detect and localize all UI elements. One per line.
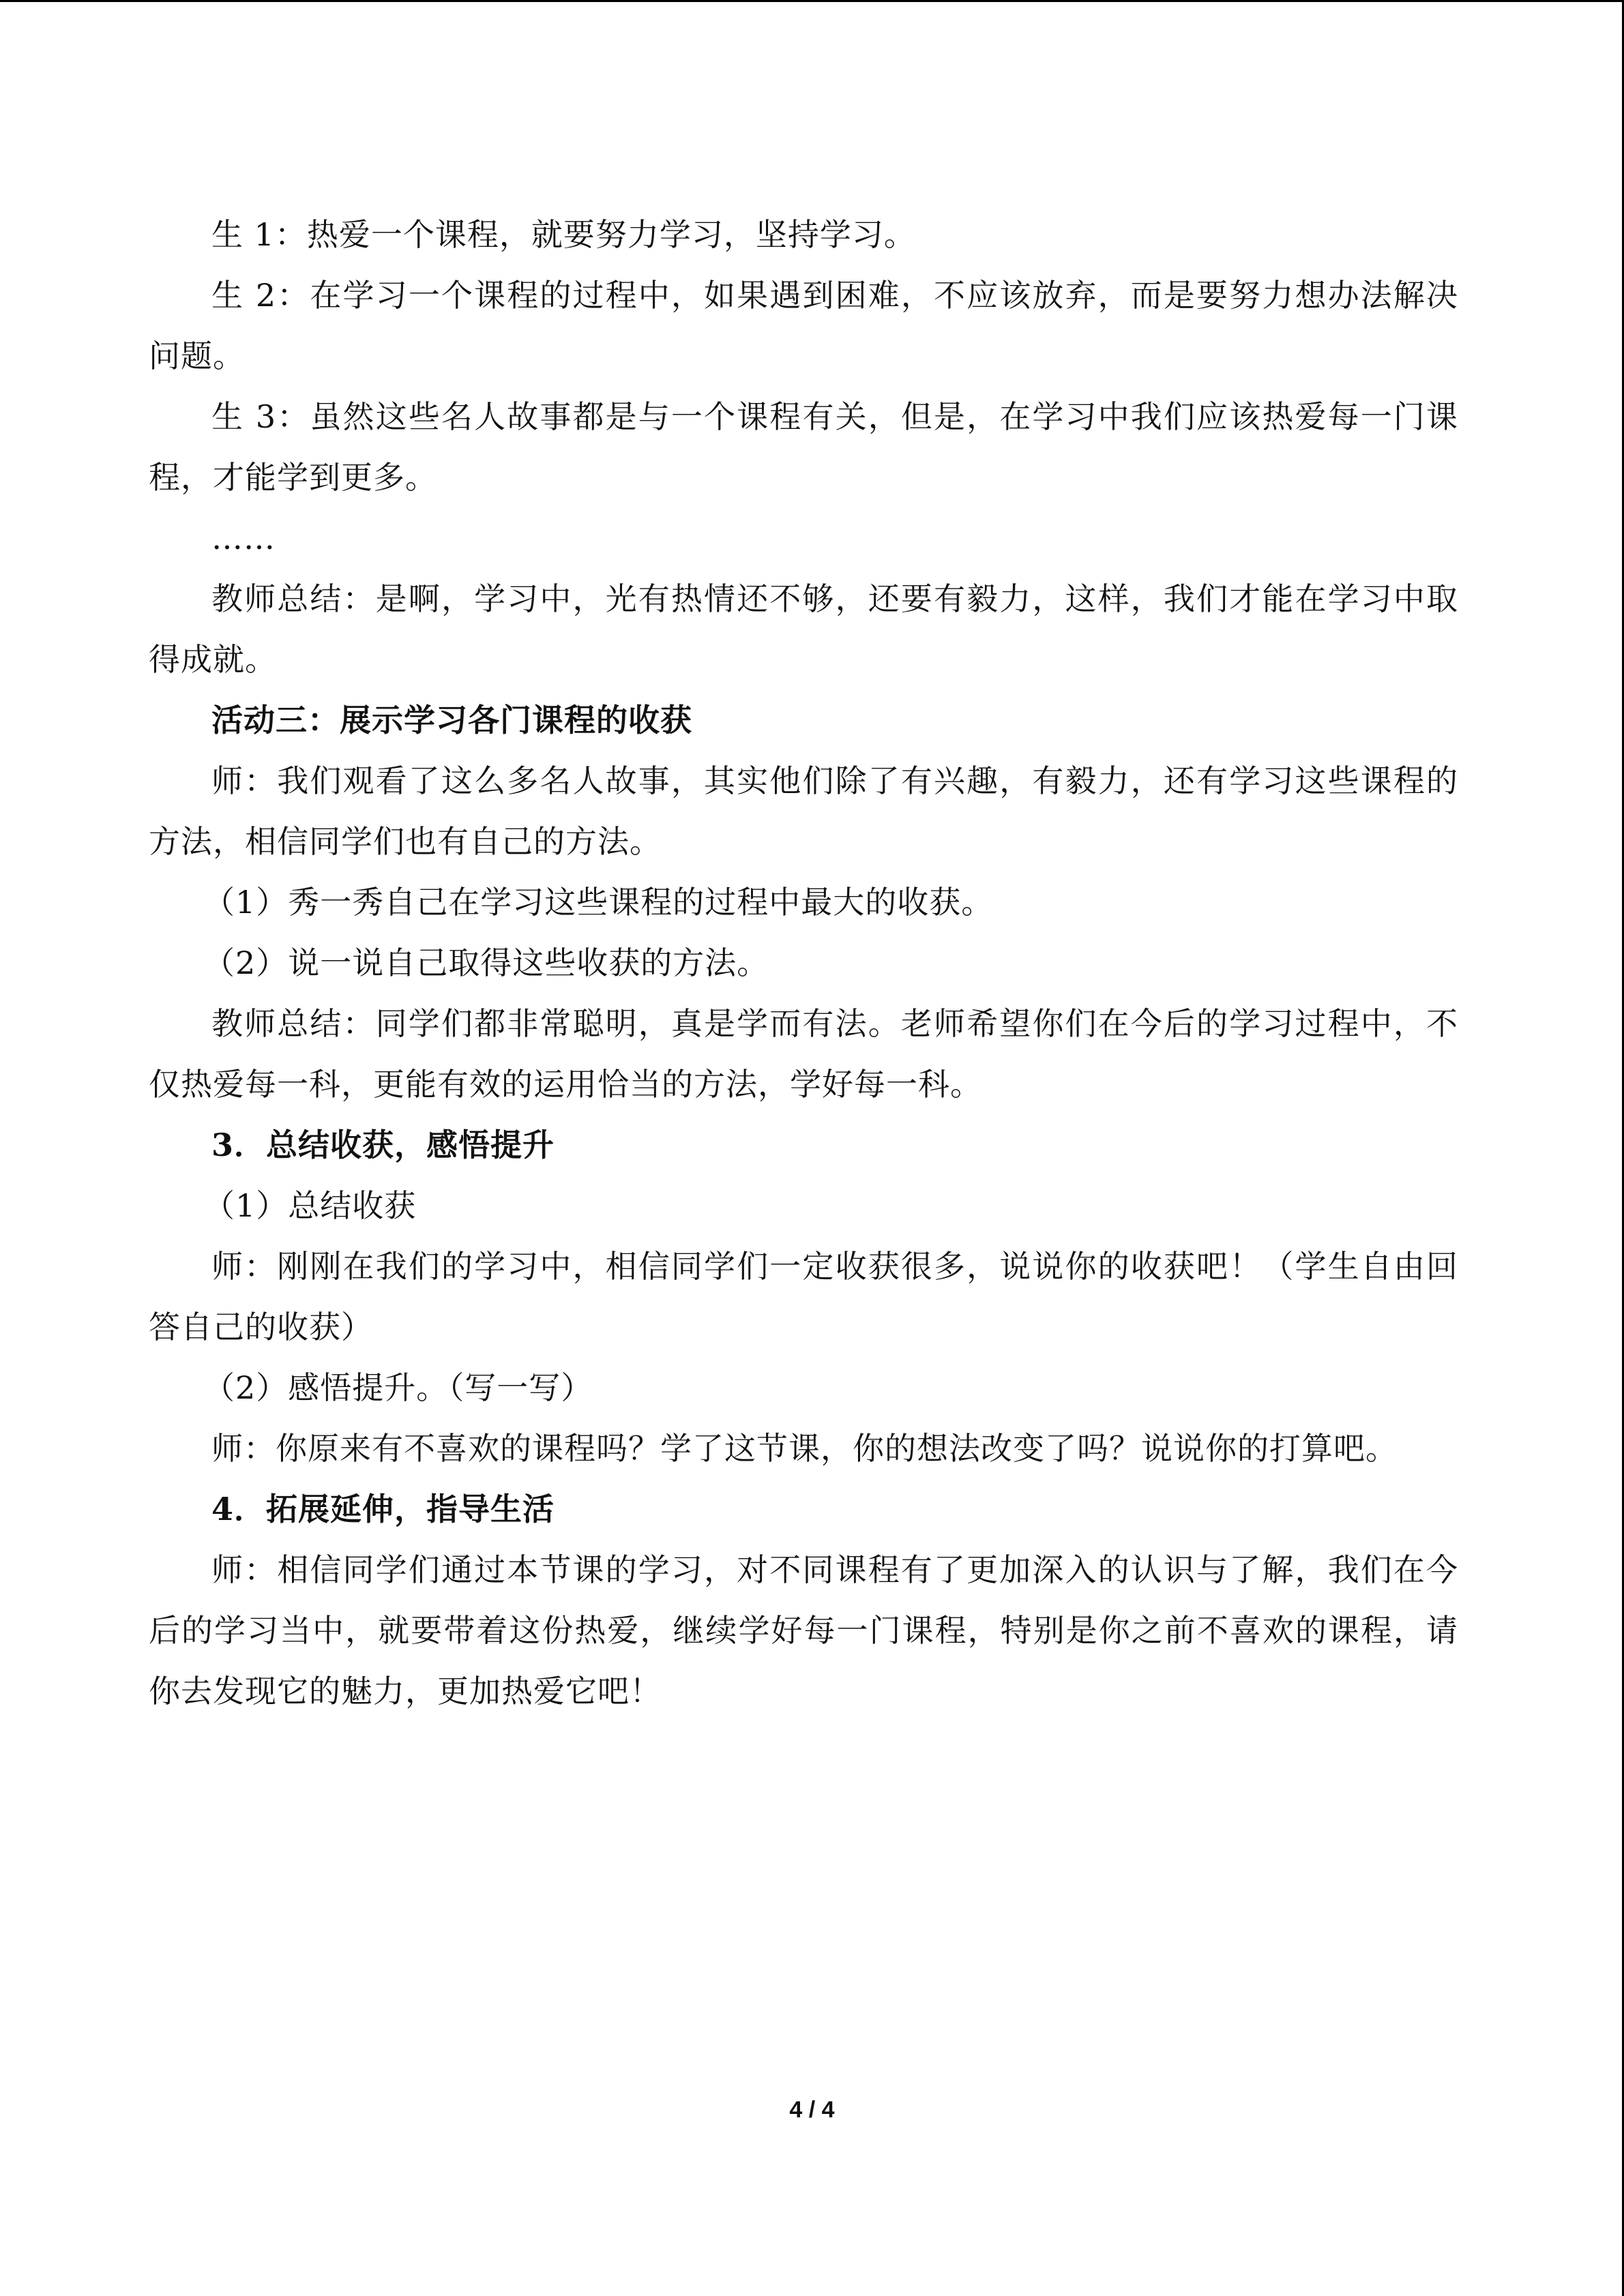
paragraph-student-1: 生 1：热爱一个课程，就要努力学习，坚持学习。 bbox=[211, 216, 916, 253]
paragraph-ellipsis: …… bbox=[211, 520, 276, 556]
document-body bbox=[149, 205, 1458, 1722]
list-item-summary: （1）总结收获 bbox=[203, 1187, 417, 1224]
page-number: 4 / 4 bbox=[789, 2097, 835, 2123]
paragraph-teacher-closing: 师：相信同学们通过本节课的学习，对不同课程有了更加深入的认识与了解，我们在今后的学习当中，就要带着这份热爱，继续学好每一门课程，特别是你之前不喜欢的课程，请你去发现它的魅力，更加热爱它吧！ bbox=[149, 1551, 1458, 1710]
paragraph-teacher-question-1: 师：刚刚在我们的学习中，相信同学们一定收获很多，说说你的收获吧！（学生自由回答自己的收获） bbox=[149, 1248, 1458, 1345]
list-item-1: （1）秀一秀自己在学习这些课程的过程中最大的收获。 bbox=[203, 884, 994, 921]
paragraph-student-2: 生 2：在学习一个课程的过程中，如果遇到困难，不应该放弃，而是要努力想办法解决问题。 bbox=[149, 277, 1458, 374]
paragraph-student-3: 生 3：虽然这些名人故事都是与一个课程有关，但是，在学习中我们应该热爱每一门课程，才能学到更多。 bbox=[149, 398, 1458, 496]
paragraph-teacher-summary-2: 教师总结：同学们都非常聪明，真是学而有法。老师希望你们在今后的学习过程中，不仅热爱每一科，更能有效的运用恰当的方法，学好每一科。 bbox=[149, 1005, 1458, 1103]
list-item-reflection: （2）感悟提升。（写一写） bbox=[203, 1369, 593, 1406]
paragraph-teacher-summary-1: 教师总结：是啊，学习中，光有热情还不够，还要有毅力，这样，我们才能在学习中取得成就。 bbox=[149, 580, 1458, 678]
heading-activity-3: 活动三：展示学习各门课程的收获 bbox=[211, 702, 692, 739]
heading-section-4: 4．拓展延伸，指导生活 bbox=[211, 1491, 555, 1527]
heading-section-3: 3．总结收获，感悟提升 bbox=[211, 1127, 555, 1163]
paragraph-teacher-question-2: 师：你原来有不喜欢的课程吗？学了这节课，你的想法改变了吗？说说你的打算吧。 bbox=[211, 1430, 1398, 1467]
list-item-2: （2）说一说自己取得这些收获的方法。 bbox=[203, 944, 769, 981]
paragraph-teacher-intro: 师：我们观看了这么多名人故事，其实他们除了有兴趣，有毅力，还有学习这些课程的方法，相信同学们也有自己的方法。 bbox=[149, 762, 1458, 860]
